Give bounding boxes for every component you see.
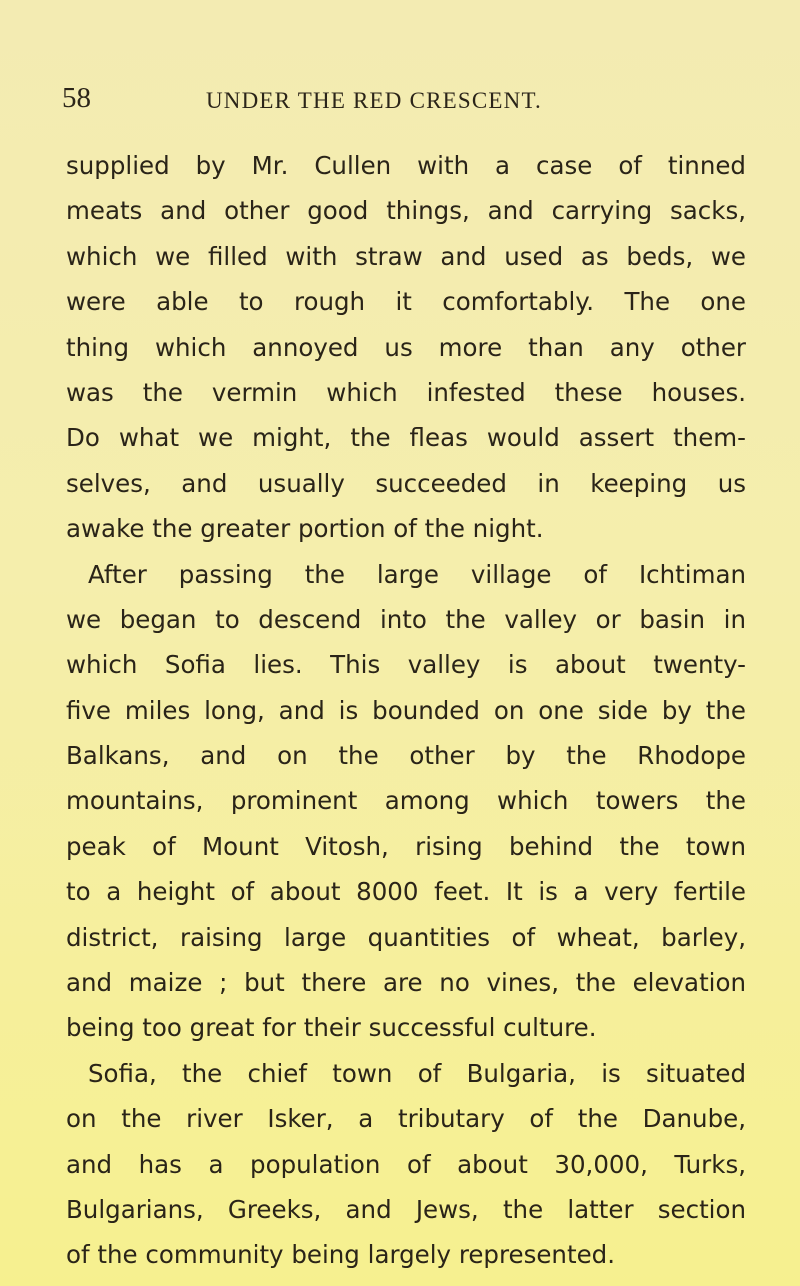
- text-line: to a height of about 8000 feet. It is a very fertile: [66, 877, 746, 907]
- text-line: which Sofia lies. This valley is about twenty-: [66, 650, 746, 680]
- text-line: peak of Mount Vitosh, rising behind the town: [66, 831, 746, 861]
- text-line: Sofia, the chief town of Bulgaria, is situated: [88, 1058, 746, 1088]
- running-title: UNDER THE RED CRESCENT.: [206, 88, 542, 113]
- text-line: meats and other good things, and carrying sacks,: [66, 196, 746, 226]
- text-line: and has a population of about 30,000, Turks,: [66, 1149, 746, 1179]
- text-line: awake the greater portion of the night.: [66, 514, 544, 544]
- body-text: [66, 143, 746, 1278]
- text-line: Bulgarians, Greeks, and Jews, the latter section: [66, 1194, 746, 1224]
- text-line: of the community being largely represented.: [66, 1240, 615, 1270]
- text-line: After passing the large village of Ichtiman: [88, 559, 746, 589]
- text-line: mountains, prominent among which towers the: [66, 786, 746, 816]
- text-line: on the river Isker, a tributary of the Danube,: [66, 1104, 746, 1134]
- text-line: supplied by Mr. Cullen with a case of tinned: [66, 151, 746, 180]
- text-line: being too great for their successful culture.: [66, 1013, 597, 1043]
- text-line: we began to descend into the valley or basin in: [66, 604, 746, 634]
- text-line: district, raising large quantities of wheat, barley,: [66, 922, 746, 952]
- text-line: and maize ; but there are no vines, the elevation: [66, 968, 746, 998]
- page-number: 58: [62, 82, 91, 114]
- text-line: five miles long, and is bounded on one side by the: [66, 695, 746, 725]
- text-line: selves, and usually succeeded in keeping us: [66, 468, 746, 498]
- text-line: Do what we might, the fleas would assert them-: [66, 423, 746, 453]
- text-line: were able to rough it comfortably. The one: [66, 287, 746, 317]
- text-line: which we filled with straw and used as beds, we: [66, 241, 746, 271]
- text-line: thing which annoyed us more than any other: [66, 332, 746, 362]
- running-header: [62, 82, 762, 122]
- text-line: was the vermin which infested these houses.: [66, 377, 746, 407]
- text-line: Balkans, and on the other by the Rhodope: [66, 741, 746, 771]
